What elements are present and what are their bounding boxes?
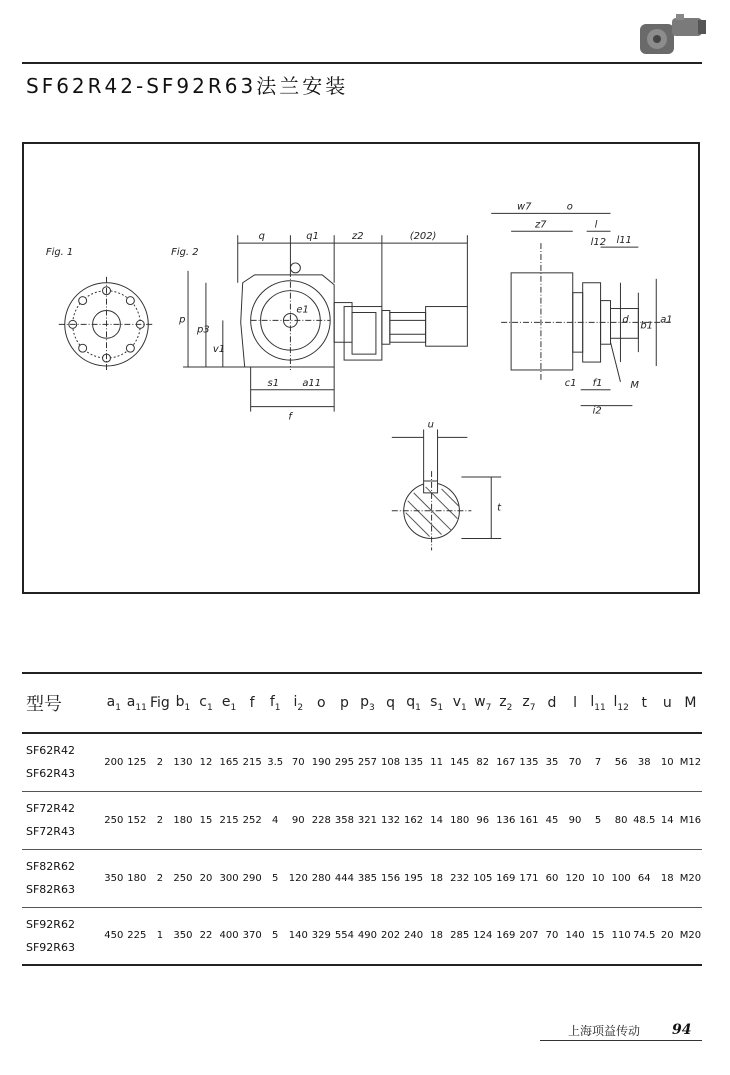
column-header: [125, 673, 148, 733]
model-name: SF72R42: [26, 802, 75, 815]
table-cell: 2: [156, 814, 164, 826]
table-cell: 120: [288, 872, 308, 884]
dim-d: d: [622, 314, 629, 326]
column-header-base: a: [126, 693, 136, 710]
column-header-sub: 11: [594, 702, 606, 713]
model-cell: [22, 791, 102, 849]
dim-l12: l12: [590, 237, 607, 249]
table-cell: 180: [450, 814, 470, 826]
table-cell: 285: [450, 930, 470, 942]
table-cell: 3.5: [267, 756, 284, 768]
table-cell: 14: [430, 814, 443, 826]
column-header-sub: 1: [230, 702, 237, 713]
table-cell: 200: [104, 756, 124, 768]
column-header: [587, 673, 610, 733]
column-header-sub: 1: [274, 702, 281, 713]
table-cell: 45: [545, 814, 559, 826]
table-cell: 15: [591, 930, 605, 942]
table-cell: 60: [545, 872, 559, 884]
table-cell: 10: [660, 756, 674, 768]
column-header: [610, 673, 633, 733]
table-cell: 225: [127, 930, 147, 942]
table-header-row: [22, 673, 702, 733]
table-cell: 202: [380, 930, 401, 942]
column-header: [633, 673, 656, 733]
column-header-base: f: [249, 695, 255, 711]
technical-drawing: [22, 142, 700, 594]
table-cell: 82: [476, 756, 490, 768]
column-header: [102, 673, 125, 733]
column-header-sub: 1: [207, 702, 213, 713]
table-cell: 250: [173, 872, 193, 884]
column-header: [679, 673, 702, 733]
table-cell: 105: [473, 872, 493, 884]
column-header-sub: 11: [135, 702, 147, 713]
column-header-base: Fig: [149, 695, 170, 711]
column-header: [218, 673, 241, 733]
table-cell: 35: [545, 756, 559, 768]
column-header: [194, 673, 217, 733]
table-row: [22, 733, 702, 791]
model-cell: [22, 907, 102, 965]
table-cell: M20: [679, 872, 702, 884]
model-name: SF92R62: [26, 917, 75, 931]
column-header: [517, 673, 540, 733]
table-cell: 171: [519, 872, 539, 884]
table-cell: 228: [311, 814, 331, 826]
footer-rule: [540, 1040, 702, 1041]
model-name: SF82R63: [26, 883, 75, 896]
table-cell: 120: [565, 872, 585, 884]
column-header: [656, 673, 679, 733]
page-title: SF62R42-SF92R63法兰安装: [26, 74, 349, 98]
table-cell: 215: [219, 814, 239, 826]
column-header: [171, 673, 194, 733]
table-cell: 180: [127, 872, 147, 884]
column-header-base: v: [452, 693, 461, 710]
column-header-sub: 12: [617, 702, 629, 713]
column-header-base: u: [662, 695, 672, 711]
table-cell: 195: [404, 872, 424, 884]
model-name: SF62R42: [26, 744, 75, 758]
table-cell: 20: [199, 872, 213, 884]
table-cell: 145: [450, 756, 470, 768]
table-cell: 295: [334, 756, 354, 768]
fig2-label: Fig. 2: [171, 247, 199, 259]
table-cell: 18: [660, 872, 674, 884]
model-name: SF72R43: [26, 825, 75, 838]
column-header-base: q: [406, 693, 416, 710]
column-header: [379, 673, 402, 733]
dim-M: M: [630, 379, 639, 391]
table-cell: 5: [272, 872, 279, 884]
dim-p: p: [179, 314, 186, 326]
dim-a1: a1: [660, 314, 673, 326]
column-header-base: s: [430, 693, 438, 710]
column-header-base: t: [641, 695, 647, 711]
column-header: [333, 673, 356, 733]
table-cell: 180: [173, 814, 193, 826]
column-header-base: o: [317, 695, 326, 711]
column-header-sub: 1: [460, 702, 467, 713]
model-cell: [22, 849, 102, 907]
dim-w7: w7: [517, 201, 532, 213]
table-cell: 156: [380, 872, 401, 884]
dim-i2: i2: [592, 405, 602, 417]
table-cell: 161: [519, 814, 539, 826]
table-cell: 140: [288, 930, 308, 942]
table-cell: 329: [311, 930, 331, 942]
table-cell: 140: [565, 930, 585, 942]
table-cell: 20: [660, 930, 674, 942]
table-cell: 190: [311, 756, 331, 768]
table-cell: 162: [404, 814, 424, 826]
table-cell: 18: [430, 930, 443, 942]
table-cell: 132: [380, 814, 401, 826]
column-header-base: w: [474, 693, 486, 710]
table-cell: 130: [173, 756, 193, 768]
column-header-sub: 7: [529, 702, 536, 713]
table-cell: 70: [291, 756, 305, 768]
column-header-sub: 3: [369, 702, 375, 713]
page-number: 94: [672, 1022, 692, 1038]
column-header: [402, 673, 425, 733]
column-header-base: l: [590, 693, 595, 710]
table-cell: 56: [614, 756, 628, 768]
table-cell: 257: [357, 756, 377, 768]
model-header: 型号: [26, 694, 62, 715]
column-header: [264, 673, 287, 733]
gear-motor-logo-icon: [636, 10, 708, 58]
dimension-table: [22, 672, 702, 966]
table-cell: 400: [219, 930, 239, 942]
column-header-base: a: [106, 693, 116, 710]
table-cell: 152: [127, 814, 147, 826]
dim-s1: s1: [267, 377, 280, 389]
table-cell: 80: [614, 814, 628, 826]
model-name: SF92R63: [26, 940, 75, 954]
company-name: 上海项益传动: [568, 1024, 641, 1038]
column-header-base: f: [269, 693, 275, 710]
table-cell: 135: [519, 756, 539, 768]
dim-z2: z2: [352, 231, 364, 243]
table-cell: 350: [104, 872, 124, 884]
dim-o: o: [566, 201, 573, 213]
table-cell: 5: [594, 814, 602, 826]
table-cell: 240: [404, 930, 424, 942]
table-cell: 90: [568, 814, 582, 826]
table-cell: 4: [272, 814, 279, 826]
table-cell: 165: [219, 756, 239, 768]
column-header: [356, 673, 379, 733]
table-cell: 64: [637, 872, 651, 884]
table-cell: 48.5: [633, 814, 656, 826]
column-header-sub: 7: [485, 702, 492, 713]
table-cell: 70: [545, 930, 559, 942]
dim-p3: p3: [196, 324, 210, 336]
dim-e1: e1: [296, 304, 309, 316]
dim-b1: b1: [640, 320, 653, 332]
table-cell: 18: [430, 872, 443, 884]
dim-l: l: [594, 219, 598, 231]
table-cell: M16: [679, 814, 702, 826]
dim-u: u: [427, 419, 434, 431]
column-header-sub: 2: [506, 702, 513, 713]
dim-v1: v1: [212, 344, 226, 356]
header-rule: [22, 62, 702, 64]
column-header-base: z: [522, 693, 530, 710]
table-cell: 96: [476, 814, 490, 826]
table-cell: 370: [242, 930, 262, 942]
table-cell: 136: [496, 814, 516, 826]
dim-l11: l11: [616, 235, 632, 247]
dim-z7: z7: [534, 219, 547, 231]
column-header-base: e: [221, 693, 231, 710]
dim-q1: q1: [306, 231, 319, 243]
column-header: [540, 673, 563, 733]
table-cell: 385: [357, 872, 377, 884]
table-cell: 2: [156, 872, 164, 884]
table-cell: 74.5: [633, 930, 656, 942]
table-cell: M12: [679, 756, 702, 768]
column-header: [241, 673, 264, 733]
table-cell: 70: [568, 756, 582, 768]
table-cell: 15: [199, 814, 213, 826]
table-cell: 5: [272, 930, 279, 942]
table-cell: 14: [660, 814, 674, 826]
model-cell: [22, 733, 102, 791]
column-header-sub: 1: [115, 702, 121, 713]
model-name: SF82R62: [26, 860, 75, 873]
table-cell: 125: [127, 756, 147, 768]
table-cell: 490: [357, 930, 377, 942]
table-row: [22, 791, 702, 849]
column-header-base: i: [293, 693, 298, 710]
column-header-base: p: [360, 693, 370, 710]
dim-a11: a11: [302, 377, 322, 389]
column-header-base: z: [499, 693, 507, 710]
column-header: [148, 673, 171, 733]
column-header-base: b: [175, 693, 185, 710]
table-cell: 321: [357, 814, 377, 826]
table-cell: 110: [611, 930, 631, 942]
column-header: [563, 673, 586, 733]
table-cell: 90: [291, 814, 305, 826]
table-cell: 350: [173, 930, 193, 942]
fig1-label: Fig. 1: [45, 247, 74, 259]
table-cell: 207: [519, 930, 539, 942]
table-cell: 358: [334, 814, 354, 826]
table-cell: 1: [156, 930, 164, 942]
dim-f1: f1: [592, 377, 603, 389]
dim-f: f: [288, 411, 292, 423]
table-cell: 554: [334, 930, 354, 942]
column-header-base: q: [386, 695, 395, 711]
table-cell: 38: [637, 756, 651, 768]
column-header: [471, 673, 494, 733]
dim-q: q: [258, 231, 265, 243]
table-cell: 450: [104, 930, 124, 942]
table-cell: 7: [594, 756, 602, 768]
column-header-base: M: [684, 695, 697, 711]
table-row: [22, 907, 702, 965]
table-cell: 135: [404, 756, 424, 768]
table-cell: 300: [219, 872, 239, 884]
table-cell: 280: [311, 872, 331, 884]
column-header-sub: 1: [184, 702, 191, 713]
table-cell: 108: [380, 756, 401, 768]
table-cell: 250: [104, 814, 124, 826]
table-cell: 290: [242, 872, 262, 884]
table-cell: 252: [242, 814, 262, 826]
table-cell: 169: [496, 872, 516, 884]
column-header-sub: 1: [437, 702, 444, 713]
column-header-base: c: [199, 693, 207, 710]
table-cell: 444: [334, 872, 354, 884]
column-header: [425, 673, 448, 733]
table-cell: 167: [496, 756, 516, 768]
column-header-base: p: [339, 695, 349, 711]
column-header: [310, 673, 333, 733]
table-cell: 22: [199, 930, 213, 942]
table-body: [22, 733, 702, 965]
dim-c1: c1: [564, 377, 577, 389]
table-cell: 11: [430, 756, 443, 768]
column-header: [448, 673, 471, 733]
column-header: [287, 673, 310, 733]
table-cell: 215: [242, 756, 262, 768]
column-header-base: l: [613, 693, 618, 710]
table-row: [22, 849, 702, 907]
table-cell: 100: [611, 872, 631, 884]
table-cell: M20: [679, 930, 702, 942]
table-cell: 124: [473, 930, 493, 942]
model-name: SF62R43: [26, 767, 75, 781]
table-cell: 12: [199, 756, 213, 768]
table-cell: 2: [156, 756, 164, 768]
dim-202: (202): [409, 231, 437, 243]
dim-t: t: [497, 502, 502, 514]
column-header-sub: 1: [415, 702, 421, 713]
column-header-base: l: [573, 695, 577, 711]
table-cell: 169: [496, 930, 516, 942]
table-cell: 10: [591, 872, 605, 884]
column-header-base: d: [547, 695, 557, 711]
column-header: [494, 673, 517, 733]
column-header-sub: 2: [297, 702, 304, 713]
table-cell: 232: [450, 872, 470, 884]
